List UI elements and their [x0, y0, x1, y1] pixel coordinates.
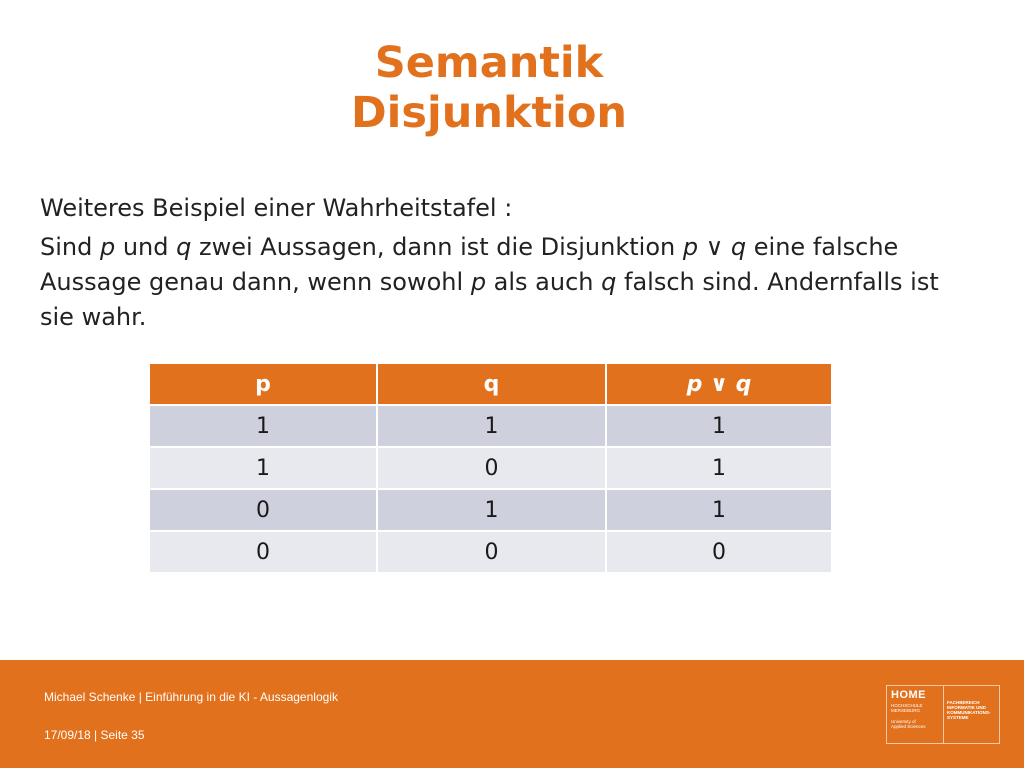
table-cell: 1 [607, 490, 831, 532]
disjunction-expression: p ∨ q [682, 233, 747, 261]
table-cell: 1 [150, 448, 378, 490]
table-cell: 0 [378, 532, 607, 574]
table-cell: 1 [607, 406, 831, 448]
logo-text: KOMMUNIKATIONS- [947, 710, 991, 715]
var-q: q [601, 268, 617, 296]
text-segment: falsch sind. Andernfalls ist sie wahr. [40, 268, 939, 331]
text-segment: als auch [486, 268, 602, 296]
text-segment: und [115, 233, 177, 261]
logo-text: MERSEBURG [891, 708, 921, 713]
footer-date-page: 17/09/18 | Seite 35 [44, 728, 145, 742]
table-cell: 1 [378, 490, 607, 532]
logo-text: FACHBEREICH [947, 700, 980, 705]
logo-mark: HOME [891, 689, 926, 701]
header-p-or-q: p ∨ q [607, 364, 831, 406]
intro-paragraph: Weiteres Beispiel einer Wahrheitstafel : [40, 194, 513, 222]
logo-text: Applied Sciences [891, 724, 926, 729]
table-cell: 1 [378, 406, 607, 448]
slide-body [40, 191, 960, 335]
truth-table [150, 364, 831, 574]
definition-paragraph [40, 230, 960, 335]
header-q: q [378, 364, 607, 406]
header-p: p [150, 364, 378, 406]
table-row [150, 406, 831, 448]
table-cell: 0 [150, 532, 378, 574]
university-logo [886, 685, 1000, 744]
table-row [150, 532, 831, 574]
footer-bar [0, 660, 1024, 768]
table-cell: 1 [607, 448, 831, 490]
table-cell: 0 [378, 448, 607, 490]
table-cell: 0 [150, 490, 378, 532]
title-line-1: Semantik [374, 38, 604, 88]
text-segment: Sind [40, 233, 100, 261]
text-segment: eine falsche Aussage genau dann, wenn sowohl [40, 233, 899, 296]
logo-text: HOCHSCHULE [891, 703, 923, 708]
title-line-2: Disjunktion [350, 88, 628, 138]
table-header-row [150, 364, 831, 406]
logo-text: INFORMATIK UND [947, 705, 986, 710]
table-cell: 1 [150, 406, 378, 448]
table-cell: 0 [607, 532, 831, 574]
logo-text: University of [891, 719, 916, 724]
var-q: q [176, 233, 192, 261]
table-row [150, 490, 831, 532]
var-p: p [99, 233, 116, 261]
text-segment: zwei Aussagen, dann ist die Disjunktion [191, 233, 683, 261]
table-row [150, 448, 831, 490]
slide-title [0, 38, 978, 138]
logo-text: SYSTEME [947, 715, 969, 720]
var-p: p [470, 268, 487, 296]
footer-author-course: Michael Schenke | Einführung in die KI - Aussagenlogik [44, 690, 338, 704]
logo-left-panel [887, 686, 944, 743]
